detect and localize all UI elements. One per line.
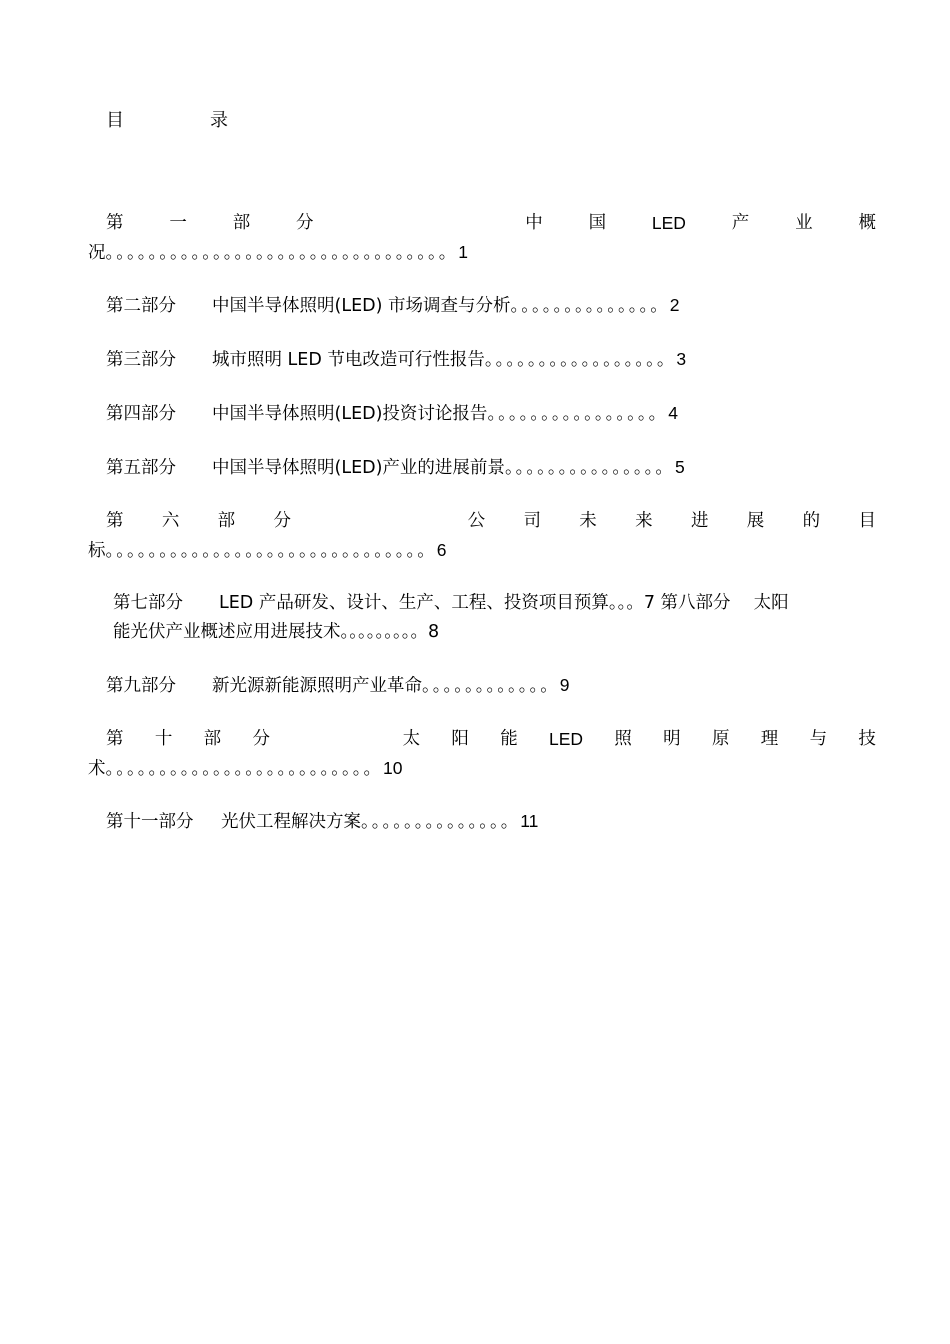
toc-char: 照 — [614, 729, 632, 749]
toc-char: 进 — [690, 511, 709, 531]
toc-entry-6-line1[interactable] — [106, 508, 876, 534]
toc-entry-3[interactable] — [106, 346, 686, 373]
toc-char: 分 — [296, 213, 314, 233]
toc-page-number: 4 — [668, 403, 678, 423]
toc-entry-2[interactable] — [106, 292, 679, 319]
toc-entry-9[interactable] — [106, 672, 569, 699]
toc-page-number: 5 — [674, 457, 685, 477]
toc-char: 的 — [802, 511, 821, 531]
toc-title: 目 录 — [106, 110, 262, 131]
toc-char: 第 — [106, 729, 124, 749]
toc-entry-10-line2[interactable] — [88, 755, 402, 782]
toc-char: 原 — [711, 729, 730, 749]
toc-char: 来 — [635, 511, 653, 531]
toc-char: 公 — [467, 511, 486, 531]
toc-entry-11[interactable] — [106, 808, 538, 835]
toc-part-label: 第四部分 — [106, 404, 176, 424]
toc-part-label: 第三部分 — [106, 350, 176, 370]
toc-char: 第 — [106, 511, 124, 531]
toc-char: 分 — [273, 511, 291, 531]
toc-page-number: 3 — [676, 349, 687, 369]
toc-char: 部 — [217, 511, 236, 531]
toc-leader-dots: 。。。。。。。。。。。。。。。 — [504, 458, 675, 478]
toc-leader-dots: 。。。。。。。。。。。。 — [422, 676, 560, 696]
toc-part-label: 第十一部分 — [106, 812, 194, 832]
toc-page-number: 6 — [436, 540, 447, 560]
toc-page-number: 11 — [520, 811, 539, 831]
toc-char: 六 — [161, 511, 180, 531]
toc-entry-title: 新光源新能源照明产业革命 — [212, 676, 422, 696]
toc-leader-dots: 。。。。。。。。。。。。。。。。。。。。。。。。。 — [105, 759, 383, 779]
toc-entry-4[interactable] — [106, 400, 678, 427]
toc-entry-title: 中国半导体照明(LED)产业的进展前景 — [212, 458, 505, 478]
toc-leader-dots: 。。。。。。。。。。。。。。 — [510, 296, 670, 316]
toc-entry-title: 光伏工程解决方案 — [221, 812, 361, 832]
toc-char: 十 — [154, 729, 173, 749]
toc-entry-1-line1[interactable] — [106, 210, 876, 236]
toc-leader-dots: 。。。。。。。。。。。。。。。。。。。。。。。。。。。。。。。。 — [105, 243, 459, 263]
toc-leader-dots: 。。。。。。。。。。。。。。。。 — [487, 404, 669, 424]
toc-entry-1-line2[interactable] — [88, 239, 468, 266]
toc-entry-5[interactable] — [106, 454, 685, 481]
toc-char: 第 — [106, 213, 124, 233]
toc-title-tail: 况 — [88, 243, 106, 263]
toc-entry-title: LED 产品研发、设计、生产、工程、投资项目预算。。。7 第八部分 太阳 — [219, 593, 789, 613]
toc-char: 阳 — [451, 729, 469, 749]
toc-page-number: 2 — [669, 295, 680, 315]
toc-part-label: 第二部分 — [106, 296, 176, 316]
toc-part-label: 第九部分 — [106, 676, 176, 696]
toc-char: 一 — [169, 213, 187, 233]
toc-part-label: 第七部分 — [113, 593, 183, 613]
toc-entry-10-line1[interactable] — [106, 726, 876, 752]
toc-entry-7[interactable] — [113, 590, 789, 616]
toc-page-number: 1 — [458, 242, 468, 262]
toc-char: 能 — [500, 729, 518, 749]
toc-char: 技 — [858, 729, 876, 749]
toc-entry-title: 中国半导体照明(LED) 市场调查与分析 — [212, 296, 511, 316]
toc-char: 分 — [252, 729, 270, 749]
toc-char: 概 — [858, 213, 876, 233]
toc-leader-dots: 。。。。。。。。。。。。。。。。。。。。。。。。。。。。。。 — [105, 541, 437, 561]
toc-entry-title: 能光伏产业概述应用进展技术。。。。。。。。。8 — [113, 622, 440, 642]
toc-char: 业 — [795, 213, 813, 233]
toc-title-tail: 标 — [88, 541, 106, 561]
toc-entry-title: 中国半导体照明(LED)投资讨论报告 — [212, 404, 488, 424]
toc-leader-dots: 。。。。。。。。。。。。。。。。。 — [484, 350, 677, 370]
toc-char: 未 — [579, 511, 597, 531]
toc-char: 部 — [203, 729, 222, 749]
toc-char: 国 — [588, 213, 607, 233]
toc-char: 与 — [809, 729, 828, 749]
toc-page-number: 9 — [559, 675, 570, 695]
toc-char: 理 — [760, 729, 779, 749]
toc-entry-title: 城市照明 LED 节电改造可行性报告 — [212, 350, 485, 370]
toc-char: 太 — [402, 729, 421, 749]
toc-char: 司 — [523, 511, 541, 531]
toc-char: 展 — [746, 511, 765, 531]
toc-char: 部 — [232, 213, 251, 233]
toc-page-number: 10 — [383, 758, 403, 778]
toc-char: 目 — [858, 511, 876, 531]
toc-char: 明 — [663, 729, 681, 749]
toc-title-tail: 术 — [88, 759, 106, 779]
toc-entry-8[interactable] — [113, 619, 439, 645]
toc-part-label: 第五部分 — [106, 458, 176, 478]
toc-entry-6-line2[interactable] — [88, 537, 446, 564]
toc-leader-dots: 。。。。。。。。。。。。。。 — [361, 812, 521, 832]
toc-char: LED — [651, 213, 686, 233]
toc-char: LED — [549, 729, 584, 749]
toc-char: 中 — [525, 213, 543, 233]
toc-char: 产 — [731, 213, 750, 233]
